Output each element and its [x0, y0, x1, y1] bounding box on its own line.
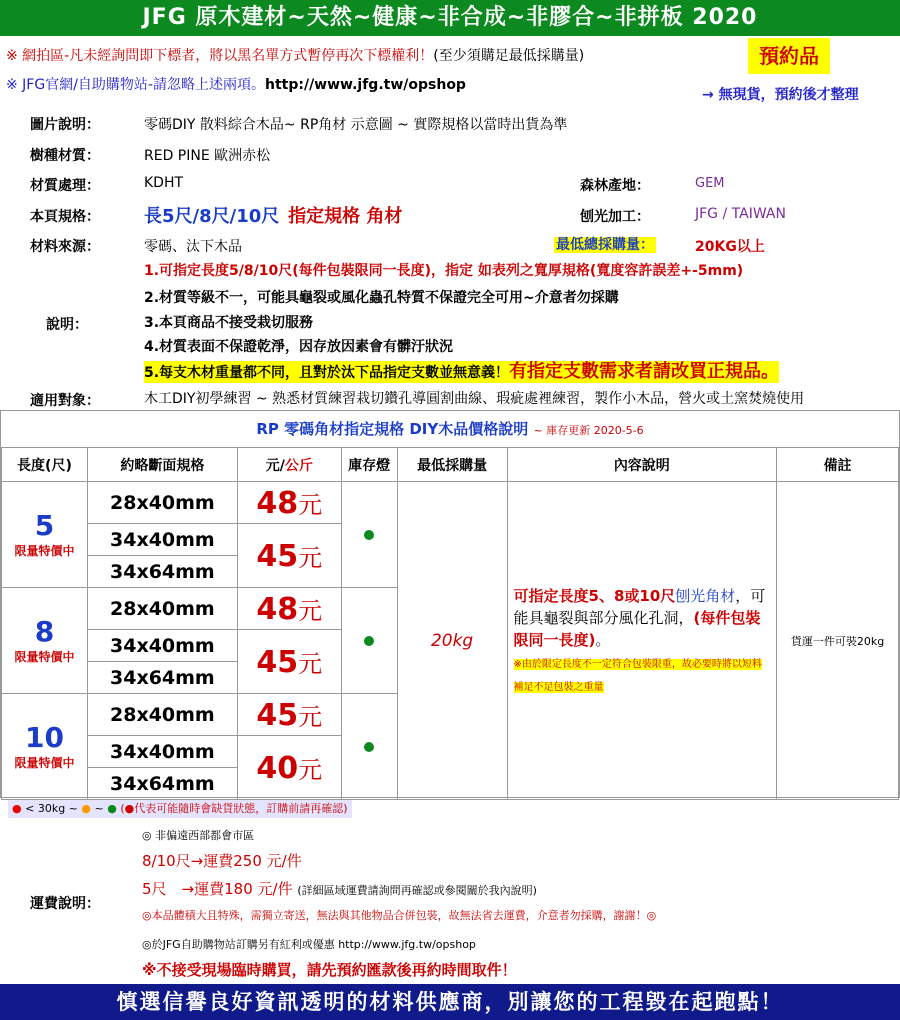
min-qty-value: 20KG以上	[695, 239, 765, 255]
preorder-badge: 預約品	[748, 38, 830, 74]
shipping-label: 運費說明：	[30, 896, 100, 912]
notice-minimum-note: (至少須購足最低採購量)	[433, 48, 585, 64]
table-row	[2, 482, 899, 524]
shop-url-link[interactable]: http://www.jfg.tw/opshop	[264, 77, 466, 93]
notice-blacklist	[6, 47, 584, 65]
price-cell: 48元	[237, 588, 341, 630]
desc-line-1: 1.可指定長度5/8/10尺(每件包裝限同一長度)，指定 如表列之寬厚規格(寬度容許誤差+-5mm)	[144, 263, 744, 279]
spec-designated: 指定規格 角材	[288, 206, 403, 227]
spec-cell: 34x40mm	[87, 630, 237, 662]
planing-label: 刨光加工：	[580, 209, 650, 225]
spec-cell: 34x40mm	[87, 524, 237, 556]
col-header-min-purchase: 最低採購量	[397, 448, 507, 482]
target-value: 木工DIY初學練習 ~ 熟悉材質練習栽切鑽孔導圓割曲線、瑕疵處裡練習，製作小木品，營火或土窯焚燒使用	[144, 391, 805, 407]
orange-dot-icon: ●	[81, 802, 91, 815]
pic-value: 零碼DIY 散料綜合木品~ RP角材 示意圖 ~ 實際規格以當時出貨為準	[144, 117, 568, 133]
shipping-line-4: ◎本品體積大且特殊，需獨立寄送，無法與其他物品合併包裝，故無法省去運費，介意者勿採購，謝謝！◎	[142, 909, 657, 922]
species-label: 樹種材質：	[30, 148, 100, 164]
col-header-price: 元/公斤	[237, 448, 341, 482]
spec-cell: 34x64mm	[87, 768, 237, 800]
green-dot-icon: ●	[107, 802, 117, 815]
table-updated: ~ 庫存更新 2020-5-6	[533, 424, 644, 437]
legend-text-1: < 30kg ~	[25, 802, 78, 815]
length-cell-8: 8 限量特價中	[2, 588, 88, 694]
stock-light	[341, 482, 397, 588]
desc-line-5b: 有指定支數需求者請改買正規品。	[509, 361, 780, 382]
notice-shop	[6, 76, 466, 94]
col-header-remark: 備註	[777, 448, 899, 482]
price-cell: 45元	[237, 524, 341, 588]
price-cell: 45元	[237, 694, 341, 736]
price-table-section	[0, 410, 900, 798]
shipping-line-3	[142, 878, 537, 899]
treatment-label: 材質處理：	[30, 178, 100, 194]
page-footer-slogan: 慎選信譽良好資訊透明的材料供應商，別讓您的工程毀在起跑點！	[0, 984, 900, 1020]
desc-line-5a: 5.每支木材重量都不同，且對於汰下品指定支數並無意義！	[144, 365, 510, 381]
treatment-value: KDHT	[144, 175, 184, 191]
price-cell: 40元	[237, 736, 341, 800]
price-table-title	[1, 411, 899, 447]
shipping-line-1: ◎ 非偏遠西部都會市區	[142, 829, 255, 842]
species-value: RED PINE 歐洲赤松	[144, 148, 271, 164]
remark-cell: 貨運一件可裝20kg	[777, 482, 899, 800]
table-title-text: RP 零碼角材指定規格 DIY木品價格說明	[256, 420, 529, 438]
spec-cell: 34x64mm	[87, 556, 237, 588]
content-note: ※由於限定長度不一定符合包裝限重，故必要時將以短料補足不足包裝之重量	[513, 658, 762, 693]
origin-value: GEM	[695, 176, 725, 191]
spec-cell: 28x40mm	[87, 482, 237, 524]
spec-lengths: 長5尺/8尺/10尺	[144, 206, 280, 227]
planing-value: JFG / TAIWAN	[695, 206, 786, 222]
col-header-spec: 約略斷面規格	[87, 448, 237, 482]
stock-legend	[8, 800, 352, 818]
stock-light	[341, 588, 397, 694]
notice-blacklist-text: ※ 網拍區-凡未經詢問即下標者，將以黑名單方式暫停再次下標權利！	[6, 48, 434, 64]
notice-shop-text: ※ JFG官網/自助購物站-請忽略上述兩項。	[6, 77, 265, 93]
source-value: 零碼、汰下木品	[144, 239, 242, 255]
red-dot-icon: ●	[12, 802, 22, 815]
shipping-line-6: ※不接受現場臨時購買，請先預約匯款後再約時間取件！	[142, 961, 517, 979]
desc-line-3: 3.本頁商品不接受栽切服務	[144, 315, 314, 331]
spec-cell: 28x40mm	[87, 694, 237, 736]
table-header-row	[2, 448, 899, 482]
legend-note: (●代表可能隨時會缺貨狀態，訂購前請再確認)	[120, 802, 348, 815]
shipping-line-3a: 5尺 →運費180 元/件	[142, 880, 293, 898]
page-header-title: JFG 原木建材~天然~健康~非合成~非膠合~非拼板 2020	[0, 0, 900, 36]
price-table	[1, 447, 899, 800]
stock-light	[341, 694, 397, 800]
price-cell: 48元	[237, 482, 341, 524]
col-header-length: 長度(尺)	[2, 448, 88, 482]
length-cell-10: 10 限量特價中	[2, 694, 88, 800]
pic-label: 圖片說明：	[30, 117, 100, 133]
desc-label: 說明：	[46, 317, 88, 333]
origin-label: 森林產地：	[580, 178, 650, 194]
length-cell-5: 5 限量特價中	[2, 482, 88, 588]
source-label: 材料來源：	[30, 239, 100, 255]
shipping-line-5: ◎於JFG自助購物站訂購另有紅利或優惠 http://www.jfg.tw/opshop	[142, 938, 476, 951]
no-stock-note: → 無現貨，預約後才整理	[702, 87, 859, 103]
desc-line-5	[144, 361, 779, 383]
spec-cell: 34x40mm	[87, 736, 237, 768]
shipping-line-3b: (詳細區域運費請詢問再確認或參閱關於我內說明)	[297, 884, 537, 897]
desc-line-4: 4.材質表面不保證乾淨，因存放因素會有髒汙狀況	[144, 339, 454, 355]
spec-label: 本頁規格：	[30, 209, 100, 225]
content-cell: 可指定長度5、8或10尺刨光角材，可能具龜裂與部分風化孔洞，(每件包裝限同一長度)。 ※由於限定長度不一定符合包裝限重，故必要時將以短料補足不足包裝之重量	[507, 482, 777, 800]
min-purchase-cell: 20kg	[397, 482, 507, 800]
spec-value	[144, 202, 402, 228]
desc-line-2: 2.材質等級不一，可能具龜裂或風化蟲孔特質不保證完全可用~介意者勿採購	[144, 290, 619, 306]
spec-cell: 34x64mm	[87, 662, 237, 694]
col-header-stock: 庫存燈	[341, 448, 397, 482]
legend-text-2: ~	[94, 802, 104, 815]
price-cell: 45元	[237, 630, 341, 694]
min-qty-label: 最低總採購量：	[556, 237, 654, 253]
shipping-line-2: 8/10尺→運費250 元/件	[142, 852, 302, 870]
col-header-content: 內容說明	[507, 448, 777, 482]
target-label: 適用對象：	[30, 393, 100, 409]
spec-cell: 28x40mm	[87, 588, 237, 630]
